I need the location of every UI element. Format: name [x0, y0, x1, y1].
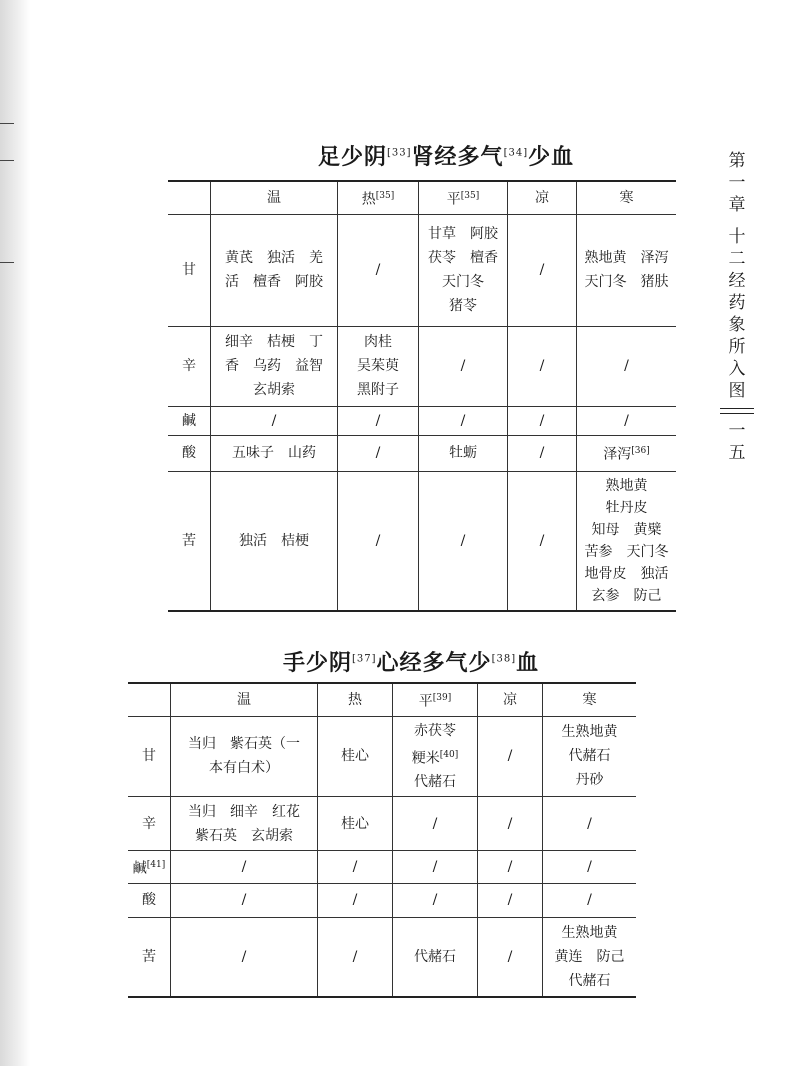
table-cell: 泽泻[36] — [577, 435, 677, 471]
table-cell: / — [171, 851, 318, 884]
header-cool: 凉 — [478, 683, 543, 716]
table-cell: / — [171, 917, 318, 997]
table-cell: / — [478, 851, 543, 884]
table-cell: 细辛 桔梗 丁 香 乌药 益智 玄胡索 — [211, 326, 338, 406]
footnote-ref: [36] — [631, 446, 650, 457]
table-cell: 五味子 山药 — [211, 435, 338, 471]
table-cell: / — [338, 435, 419, 471]
page-number: 一 五 — [728, 421, 746, 463]
table-row — [128, 883, 636, 917]
header-cold: 寒 — [577, 181, 677, 214]
footnote-ref: [41] — [146, 860, 166, 871]
table-cell: 桂心 — [318, 797, 393, 851]
taste-label: 辛 — [128, 797, 171, 851]
chapter-title-vertical: 第 一 章 十 二 经 药 象 所 入 图 — [728, 151, 746, 401]
table-cell: 黄芪 独活 羌 活 檀香 阿胶 — [211, 214, 338, 326]
table-row — [168, 435, 676, 471]
table-cell: / — [393, 851, 478, 884]
table1-title — [318, 140, 574, 171]
header-hot: 热 — [318, 683, 393, 716]
table-cell: 代赭石 — [393, 917, 478, 997]
table-header-row — [168, 181, 676, 214]
table-row — [128, 851, 636, 884]
title-text: 心经多气少 — [376, 650, 492, 676]
taste-label: 苦 — [168, 471, 211, 611]
table-cell: 熟地黄 泽泻 天门冬 猪肤 — [577, 214, 677, 326]
gutter-mark — [0, 160, 14, 161]
header-neutral: 平[35] — [419, 181, 508, 214]
table-cell: / — [318, 883, 393, 917]
table-cell: / — [338, 406, 419, 435]
taste-label: 鹹 — [168, 406, 211, 435]
table-cell: / — [393, 883, 478, 917]
table-row — [128, 716, 636, 797]
table-cell: 甘草 阿胶 茯苓 檀香 天门冬 猪苓 — [419, 214, 508, 326]
table-cell: 当归 紫石英（一 本有白术） — [171, 716, 318, 797]
gutter-mark — [0, 262, 14, 263]
taste-label: 酸 — [128, 883, 171, 917]
table2-meridian-herbs — [128, 682, 636, 998]
table-cell: / — [419, 471, 508, 611]
table-cell: / — [543, 883, 637, 917]
footnote-ref: [38] — [491, 653, 517, 665]
header-cool: 凉 — [508, 181, 577, 214]
table-cell: 赤茯苓 粳米[40] 代赭石 — [393, 716, 478, 797]
table-cell: / — [577, 326, 677, 406]
table-cell: / — [478, 883, 543, 917]
table-cell: / — [338, 214, 419, 326]
gutter-mark — [0, 123, 14, 124]
table-cell: / — [543, 851, 637, 884]
title-text: 少血 — [528, 144, 575, 170]
footnote-ref: [34] — [503, 147, 529, 159]
header-hot: 热[35] — [338, 181, 419, 214]
running-head-rule — [720, 408, 754, 414]
table-row — [168, 471, 676, 611]
table-cell: / — [543, 797, 637, 851]
table-row — [128, 917, 636, 997]
title-text: 足少阴 — [318, 144, 388, 170]
table-cell: / — [171, 883, 318, 917]
table-cell: 生熟地黄 代赭石 丹砂 — [543, 716, 637, 797]
table-cell: / — [577, 406, 677, 435]
table-cell: 生熟地黄 黄连 防己 代赭石 — [543, 917, 637, 997]
header-warm: 温 — [171, 683, 318, 716]
table-row — [168, 214, 676, 326]
table-cell: / — [419, 406, 508, 435]
table-cell: / — [478, 797, 543, 851]
table-cell: / — [508, 471, 577, 611]
taste-label: 苦 — [128, 917, 171, 997]
table-row — [168, 406, 676, 435]
table-header-row — [128, 683, 636, 716]
table-cell: 肉桂 吴茱萸 黑附子 — [338, 326, 419, 406]
table-row — [168, 326, 676, 406]
table-cell: / — [393, 797, 478, 851]
table-cell: / — [478, 716, 543, 797]
table2-title — [283, 646, 539, 677]
table-cell: 桂心 — [318, 716, 393, 797]
taste-label: 辛 — [168, 326, 211, 406]
table-cell: / — [478, 917, 543, 997]
table-cell: / — [211, 406, 338, 435]
title-text: 手少阴 — [283, 650, 353, 676]
footnote-ref: [33] — [387, 147, 412, 159]
table1-meridian-herbs — [168, 180, 676, 612]
header-cold: 寒 — [543, 683, 637, 716]
table-cell: / — [419, 326, 508, 406]
header-warm: 温 — [211, 181, 338, 214]
table-cell: / — [318, 917, 393, 997]
table-cell: / — [508, 406, 577, 435]
header-corner — [128, 683, 171, 716]
table-cell: 独活 桔梗 — [211, 471, 338, 611]
table-cell: 牡蛎 — [419, 435, 508, 471]
taste-label: 甘 — [128, 716, 171, 797]
title-text: 肾经多气 — [411, 144, 504, 170]
taste-label: 鹹[41] — [128, 851, 171, 884]
title-text: 血 — [516, 650, 540, 676]
taste-label: 酸 — [168, 435, 211, 471]
header-neutral: 平[39] — [393, 683, 478, 716]
taste-label: 甘 — [168, 214, 211, 326]
header-corner — [168, 181, 211, 214]
footnote-ref: [40] — [439, 749, 459, 760]
table-cell: 当归 细辛 红花 紫石英 玄胡索 — [171, 797, 318, 851]
table-cell: / — [318, 851, 393, 884]
table-cell: / — [508, 326, 577, 406]
table-row — [128, 797, 636, 851]
table-cell: / — [338, 471, 419, 611]
table-cell: / — [508, 214, 577, 326]
table-cell: 熟地黄 牡丹皮 知母 黄檗 苦参 天门冬 地骨皮 独活 玄参 防己 — [577, 471, 677, 611]
table-cell: / — [508, 435, 577, 471]
footnote-ref: [37] — [352, 653, 377, 665]
running-head — [722, 150, 752, 464]
